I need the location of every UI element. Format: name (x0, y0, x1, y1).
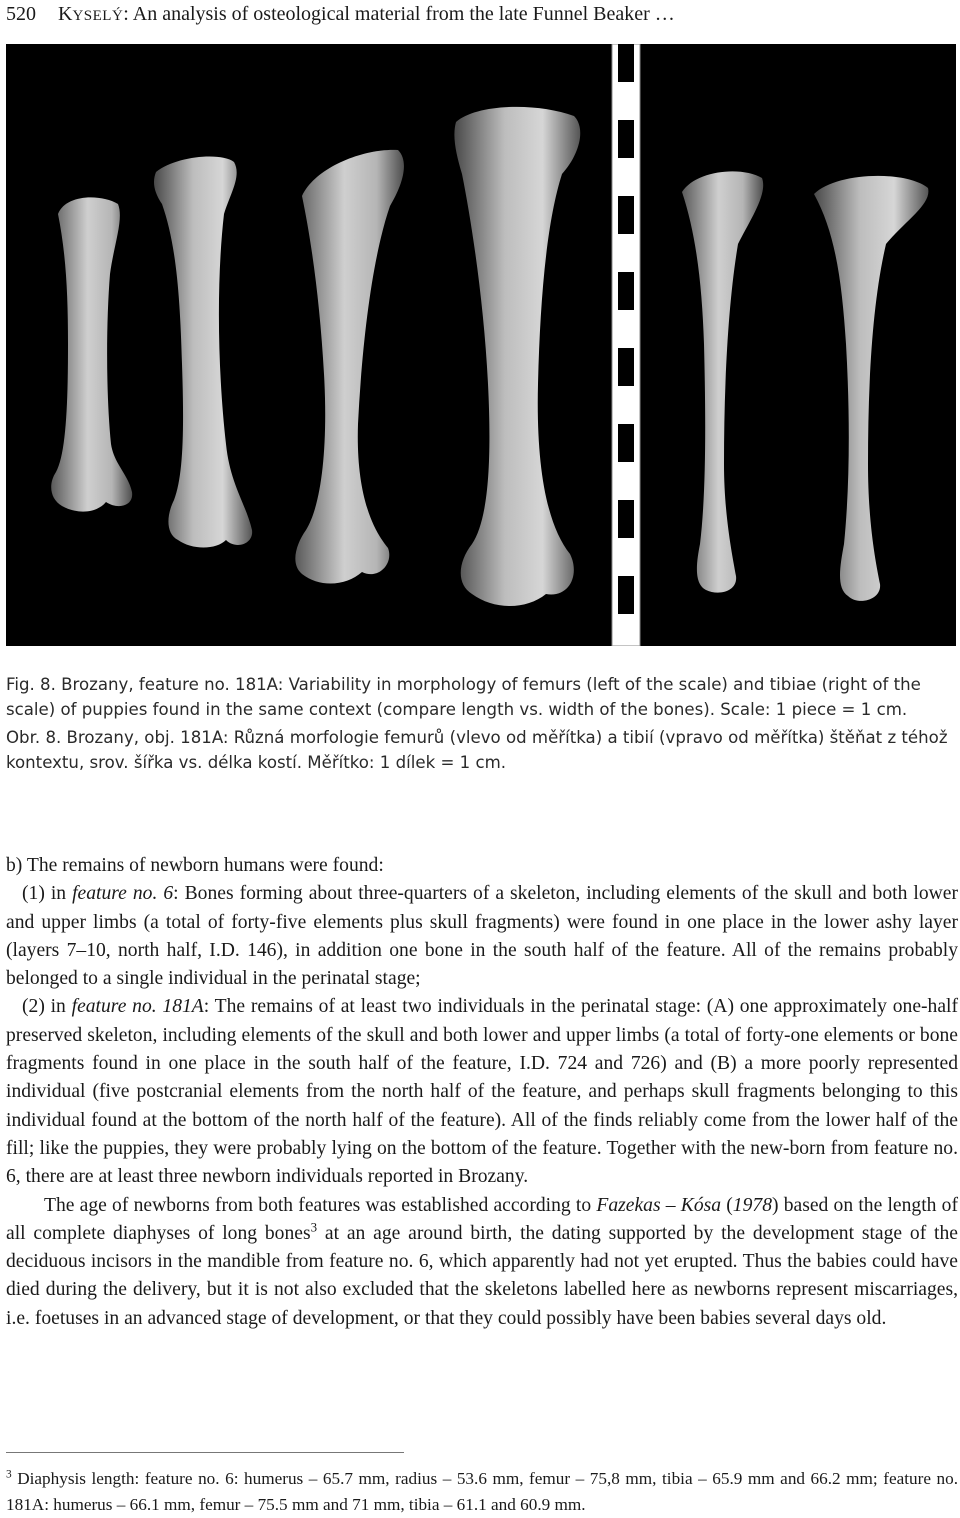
caption-czech: Obr. 8. Brozany, obj. 181A: Různá morfologie femurů (vlevo od měřítka) a tibií (vpravo od měřítka) štěňat z téhož kontextu, srov. šířka vs. délka kostí. Měřítko: 1 dílek = 1 cm. (6, 728, 948, 772)
figure-photo (6, 44, 956, 646)
citation-open: ( (721, 1194, 733, 1216)
caption-english: Fig. 8. Brozany, feature no. 181A: Variability in morphology of femurs (left of the scale) and tibiae (right of the scale) of puppies found in the same context (compare length vs. width of the bones). Scale: 1 piece = 1 cm. (6, 675, 921, 719)
citation-close: ) (771, 1194, 779, 1216)
tibia-1 (682, 171, 763, 592)
citation-year: 1978 (732, 1194, 772, 1216)
tibia-2 (814, 176, 928, 601)
author-initial: K (58, 3, 73, 25)
p3-text: : The remains of at least two individuals in the perinatal stage: (A) one approximately one-half preserved skeleton, including elements of the skull and both lower and upper limbs (a total of forty-one elements or bone fragments found in one place in the south half of the feature, I.D. 724 and 726) and (B) a more poorly represented individual (five postcranial elements from the north half of the feature, and perhaps skull fragments belonging to this individual found at the bottom of the north half of the feature). All of the finds reliably come from the lower half of the fill; like the puppies, they were probably lying on the bottom of the feature. Together with the new-born from feature no. 6, there are at least three newborn individuals reported in Brozany. (6, 996, 958, 1188)
femur-2 (154, 157, 252, 548)
p2-lead: (1) in (22, 883, 73, 905)
footnote-text: Diaphysis length: feature no. 6: humerus – 65.7 mm, radius – 53.6 mm, femur – 75,8 mm, tibia – 65.9 mm and 66.2 mm; feature no. 181A: humerus – 66.1 mm, femur – 75.5 mm and 71 mm, tibia – 61.1 and 60.9 mm. (6, 1469, 958, 1514)
paragraph-feature-181a (6, 993, 958, 1191)
p4-text-a: based on the length of all complete diaphyses of long bones (6, 1194, 958, 1244)
bones-photo-icon (6, 44, 956, 646)
paragraph-age (6, 1192, 958, 1333)
femur-4 (454, 107, 580, 606)
citation-authors: Fazekas – Kósa (596, 1194, 722, 1216)
paragraph-intro: b) The remains of newborn humans were found: (6, 855, 384, 876)
p3-lead: (2) in (22, 996, 72, 1018)
running-header (6, 0, 956, 30)
p4-text-b: at an age around birth, the dating supported by the development stage of the deciduous incisors in the mandible from feature no. 6, which apparently had not yet erupted. Thus the babies could have died during the delivery, but it is not also excluded that the skeletons labelled here as newborns represent miscarriages, i.e. foetuses in an advanced stage of development, or that they could possibly have been babies several days old. (6, 1222, 958, 1329)
feature-181a-ref: feature no. 181A (71, 996, 204, 1018)
feature-6-ref: feature no. 6 (72, 883, 174, 905)
footnote-mark: 3 (6, 1468, 12, 1481)
footnote-rule (6, 1452, 404, 1453)
footnote-ref: 3 (310, 1219, 318, 1235)
author-name: YSELÝ (72, 8, 124, 24)
p4-lead: The age of newborns from both features was established according to (44, 1194, 597, 1216)
paragraph-feature-6 (6, 880, 958, 993)
femur-3 (295, 150, 404, 584)
p2-text: : Bones forming about three-quarters of a skeleton, including elements of the skull and both lower and upper limbs (a total of forty-five elements plus skull fragments) were found in one place in the lower ashy layer (layers 7–10, north half, I.D. 146), in addition one bone in the south half of the feature. All of the remains probably belonged to a single individual in the perinatal stage; (6, 883, 958, 990)
page-number: 520 (6, 3, 36, 25)
figure-caption (6, 672, 958, 775)
running-title: : An analysis of osteological material from the late Funnel Beaker … (123, 3, 675, 25)
femur-1 (51, 197, 132, 511)
footnote (6, 1466, 958, 1518)
body-text (6, 852, 958, 1333)
scale-bar (612, 44, 640, 646)
